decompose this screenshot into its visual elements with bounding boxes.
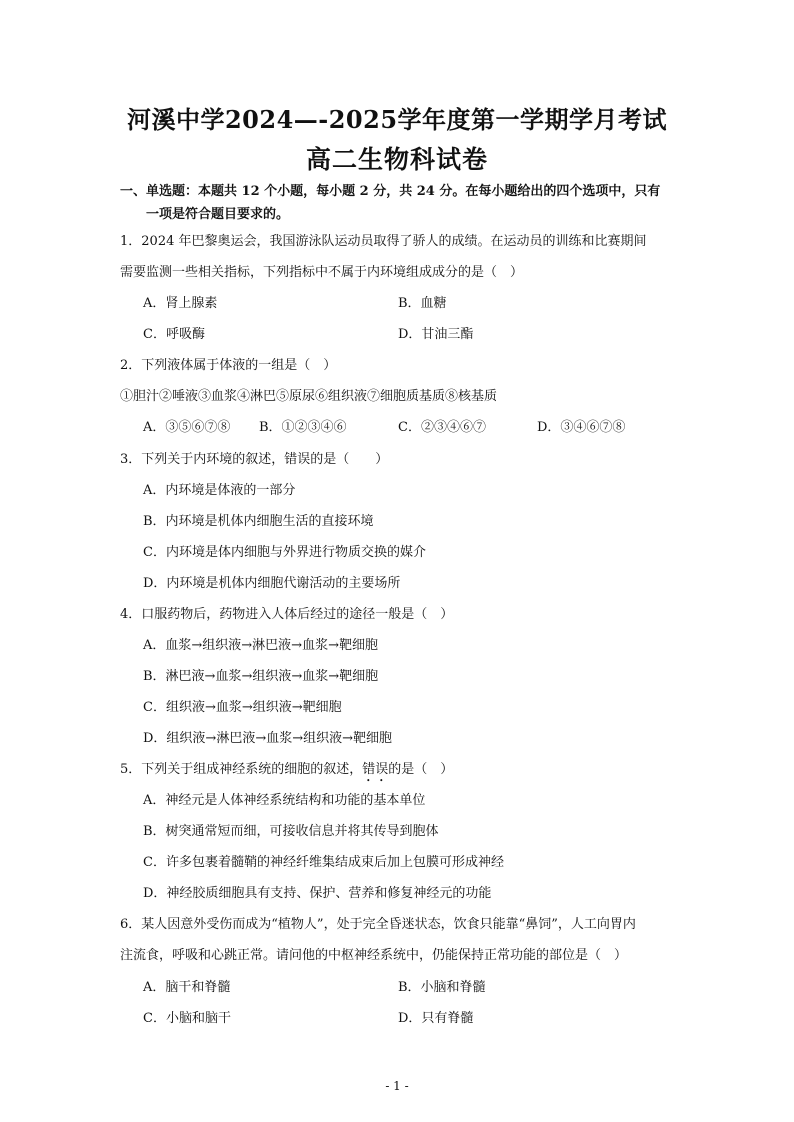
q1-option-d: D．甘油三酯	[398, 327, 474, 342]
q6-stem-line2: 注流食，呼吸和心跳正常。请问他的中枢神经系统中，仍能保持正常功能的部位是（ ）	[120, 948, 628, 963]
section-heading-line2: 一项是符合题目要求的。	[146, 207, 290, 222]
q1-option-c: C．呼吸酶	[143, 327, 205, 342]
q2-stem: 2．下列液体属于体液的一组是（ ）	[120, 358, 337, 373]
q1-option-b: B．血糖	[398, 296, 447, 311]
q5-stem-post: 的是（ ）	[388, 762, 454, 777]
section-heading-line1: 一、单选题：本题共 12 个小题，每小题 2 分，共 24 分。在每小题给出的四个选项中，只有	[120, 184, 661, 199]
q3-option-d: D．内环境是机体内细胞代谢活动的主要场所	[143, 576, 401, 591]
q2-option-b: B．①②③④⑥	[259, 420, 347, 435]
q1-stem-line1: 1．2024 年巴黎奥运会，我国游泳队运动员取得了骄人的成绩。在运动员的训练和比赛期间	[120, 234, 647, 249]
q4-option-c: C．组织液→血浆→组织液→靶细胞	[143, 700, 342, 715]
q6-option-b: B．小脑和脊髓	[398, 980, 486, 995]
q4-option-a: A．血浆→组织液→淋巴液→血浆→靶细胞	[143, 638, 378, 653]
q5-option-b: B．树突通常短而细，可接收信息并将其传导到胞体	[143, 824, 439, 839]
q4-stem: 4．口服药物后，药物进入人体后经过的途径一般是（ ）	[120, 607, 454, 622]
q2-option-a: A．③⑤⑥⑦⑧	[143, 420, 231, 435]
q2-list: ①胆汁②唾液③血浆④淋巴⑤原尿⑥组织液⑦细胞质基质⑧核基质	[120, 389, 498, 404]
q4-option-d: D．组织液→淋巴液→血浆→组织液→靶细胞	[143, 731, 392, 746]
q5-stem-pre: 5．下列关于组成神经系统的细胞的叙述，	[120, 762, 363, 777]
page-number: - 1 -	[385, 1079, 409, 1093]
q5-option-d: D．神经胶质细胞具有支持、保护、营养和修复神经元的功能	[143, 886, 492, 901]
q6-stem-line1: 6．某人因意外受伤而成为“植物人”，处于完全昏迷状态，饮食只能靠“鼻饲”，人工向胃内	[120, 917, 636, 932]
q5-option-c: C．许多包裹着髓鞘的神经纤维集结成束后加上包膜可形成神经	[143, 855, 504, 870]
q2-option-d: D．③④⑥⑦⑧	[537, 420, 626, 435]
q5-stem	[120, 758, 453, 785]
q2-option-c: C．②③④⑥⑦	[398, 420, 486, 435]
q3-stem: 3．下列关于内环境的叙述，错误的是（ ）	[120, 452, 389, 467]
q3-option-b: B．内环境是机体内细胞生活的直接环境	[143, 514, 374, 529]
exam-title: 河溪中学2024—-2025学年度第一学期学月考试	[126, 105, 668, 134]
q6-option-a: A．脑干和脊髓	[143, 980, 231, 995]
q6-option-c: C．小脑和脑干	[143, 1011, 231, 1026]
q6-option-d: D．只有脊髓	[398, 1011, 474, 1026]
q5-option-a: A．神经元是人体神经系统结构和功能的基本单位	[143, 793, 426, 808]
q5-stem-emphasis: 错误	[362, 762, 389, 777]
q1-option-a: A．肾上腺素	[143, 296, 218, 311]
q1-stem-line2: 需要监测一些相关指标，下列指标中不属于内环境组成成分的是（ ）	[120, 265, 524, 280]
q4-option-b: B．淋巴液→血浆→组织液→血浆→靶细胞	[143, 669, 379, 684]
q3-option-a: A．内环境是体液的一部分	[143, 483, 296, 498]
exam-subtitle: 高二生物科试卷	[305, 145, 488, 174]
q3-option-c: C．内环境是体内细胞与外界进行物质交换的媒介	[143, 545, 426, 560]
